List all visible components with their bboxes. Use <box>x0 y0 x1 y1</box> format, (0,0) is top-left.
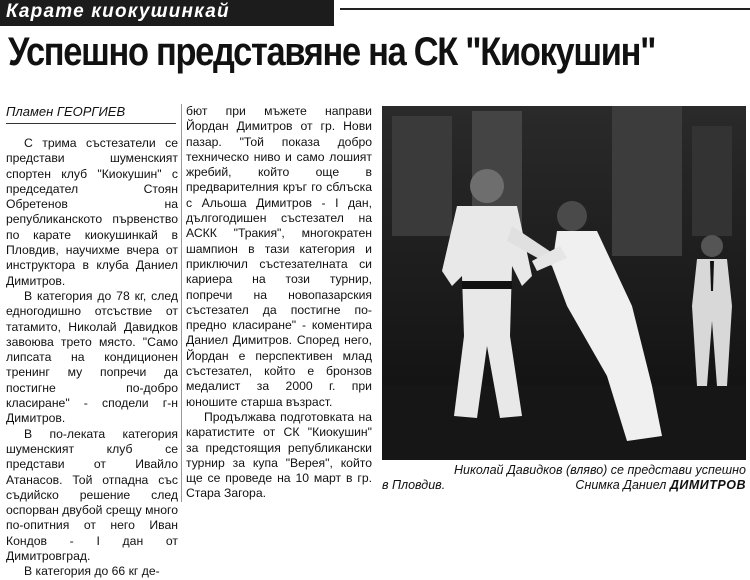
paragraph: В по-леката категория шуменският клуб се представи от Ивайло Атанасов. Той отпадна със съдийско решение след оспорван двубой срещу много по-опитния от него Иван Кондов - I дан от Димитровград. <box>6 426 178 564</box>
photo-credit <box>575 478 746 493</box>
caption-location: в Пловдив. <box>382 478 446 492</box>
paragraph: бют при мъжете направи Йордан Димитров от гр. Нови пазар. "Той показа добро техническо ниво и само лошият жребий, който още в предварителния кръг го сблъска с Альоша Димитров - I дан, дългогодишен състезател на АСКК "Тракия", многократен шампион в тази категория и приключил състезателната си кариера на този турнир, попречи на новопазарския състезател да постигне по-предно класиране" - коментира Даниел Димитров. Според него, Йордан е перспективен млад състезател, който е бронзов медалист за 2000 г. при юношите старша възраст. <box>186 104 372 409</box>
top-rule <box>340 8 750 10</box>
photo-caption <box>382 463 746 493</box>
headline: Успешно представяне на СК "Киокушин" <box>8 30 656 74</box>
rubric-bar <box>0 0 334 26</box>
byline: Пламен ГЕОРГИЕВ <box>6 104 126 119</box>
credit-name: ДИМИТРОВ <box>669 478 746 492</box>
caption-line-2 <box>382 478 746 493</box>
column-divider <box>181 104 182 502</box>
paragraph: С трима състезатели се представи шуменският спортен клуб "Киокушин" с председател Стоян Обретенов на републиканското първенство по карате киокушинкай в Пловдив, научихме вчера от инструктора в клуба Даниел Димитров. <box>6 136 178 288</box>
byline-rule <box>6 123 176 124</box>
karate-photo <box>382 106 746 460</box>
caption-line-1: Николай Давидков (вляво) се представи успешно <box>454 463 746 477</box>
paragraph: В категория до 78 кг, след едногодишно отсъствие от татамито, Николай Давидков завоюва трето място. "Само липсата на кондиционен тренинг му попречи да постигне по-добро класиране" - сподели г-н Димитров. <box>6 288 178 426</box>
article-column-2 <box>186 104 372 502</box>
karate-photo-illustration <box>382 106 746 460</box>
article-column-1 <box>6 136 178 580</box>
credit-label: Снимка Даниел <box>575 478 667 492</box>
paragraph: В категория до 66 кг де- <box>24 564 160 579</box>
paragraph: Продължава подготовката на каратистите от СК "Киокушин" за предстоящия републикански турнир за купа "Верея", който ще се проведе на 10 март в гр. Стара Загора. <box>186 409 372 501</box>
section-rubric: Карате киокушинкай <box>6 1 230 22</box>
